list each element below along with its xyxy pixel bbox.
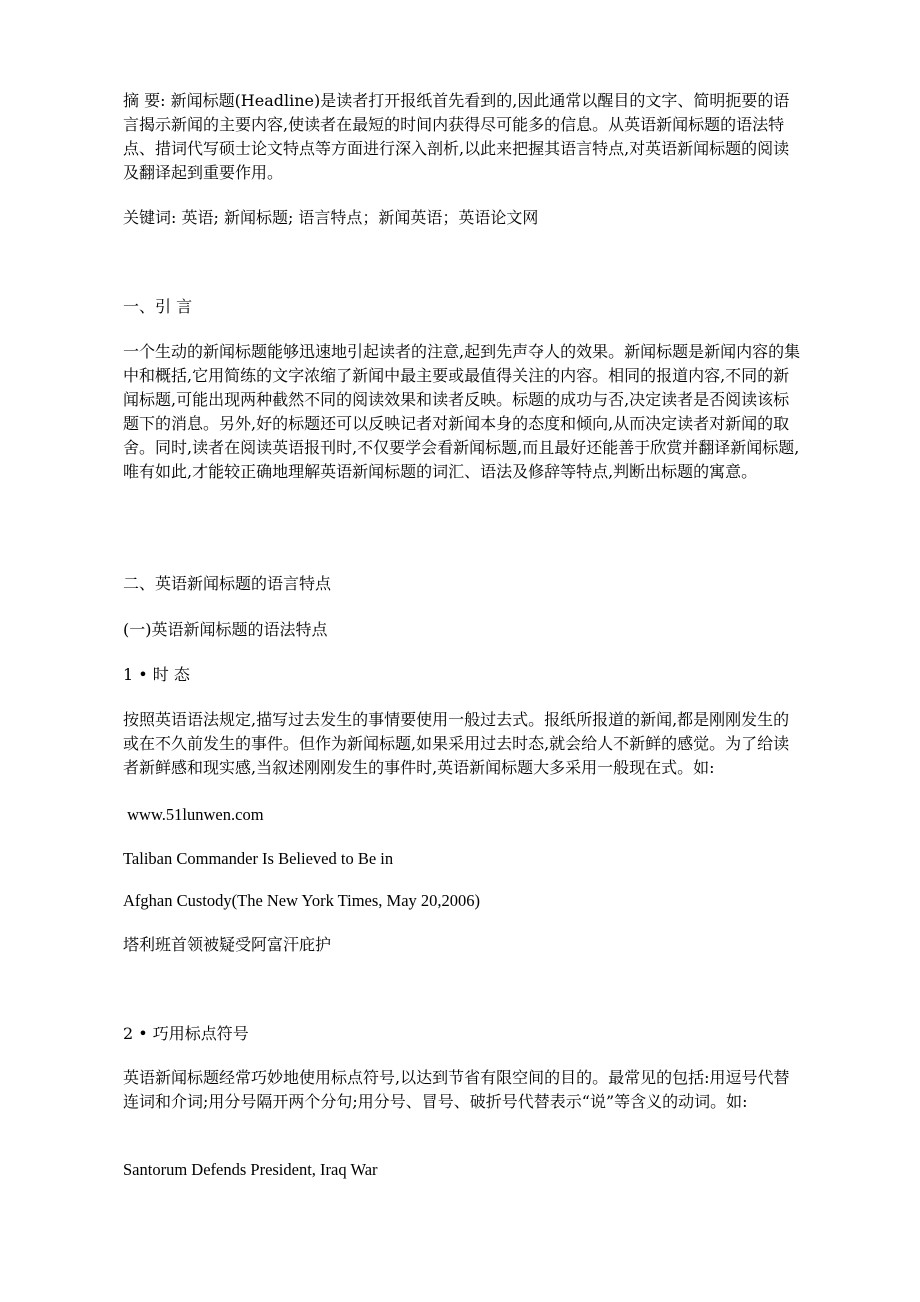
example-headline-line-2: Afghan Custody(The New York Times, May 20,2006) [123,891,481,910]
website-link-text: www.51lunwen.com [123,805,264,824]
section-1-heading: 一、引 言 [123,297,193,316]
section-1-paragraph: 一个生动的新闻标题能够迅速地引起读者的注意,起到先声夺人的效果。新闻标题是新闻内容的集中和概括,它用简练的文字浓缩了新闻中最主要或最值得关注的内容。相同的报道内容,不同的新闻标题,可能出现两种截然不同的阅读效果和读者反映。标题的成功与否,决定读者是否阅读该标题下的消息。另外,好的标题还可以反映记者对新闻本身的态度和倾向,从而决定读者对新闻的取舍。同时,读者在阅读英语报刊时,不仅要学会看新闻标题,而且最好还能善于欣赏并翻译新闻标题,唯有如此,才能较正确地理解英语新闻标题的词汇、语法及修辞等特点,判断出标题的寓意。 [123,342,801,481]
item-1-paragraph: 按照英语语法规定,描写过去发生的事情要使用一般过去式。报纸所报道的新闻,都是刚刚发生的或在不久前发生的事件。但作为新闻标题,如果采用过去时态,就会给人不新鲜的感觉。为了给读者新鲜感和现实感,当叙述刚刚发生的事件时,英语新闻标题大多采用一般现在式。如: [123,710,790,777]
keywords-line: 关键词: 英语; 新闻标题; 语言特点；新闻英语；英语论文网 [123,208,539,227]
abstract-paragraph: 摘 要: 新闻标题(Headline)是读者打开报纸首先看到的,因此通常以醒目的文字、简明扼要的语言揭示新闻的主要内容,使读者在最短的时间内获得尽可能多的信息。从英语新闻标题的语法特点、措词代写硕士论文特点等方面进行深入剖析,以此来把握其语言特点,对英语新闻标题的阅读及翻译起到重要作用。 [123,91,790,182]
item-2-paragraph: 英语新闻标题经常巧妙地使用标点符号,以达到节省有限空间的目的。最常见的包括:用逗号代替连词和介词;用分号隔开两个分句;用分号、冒号、破折号代替表示“说”等含义的动词。如: [123,1068,790,1111]
item-2-heading: 2 • 巧用标点符号 [123,1024,249,1043]
example-translation: 塔利班首领被疑受阿富汗庇护 [123,935,332,954]
example-headline-2: Santorum Defends President, Iraq War [123,1160,378,1179]
example-headline-line-1: Taliban Commander Is Believed to Be in [123,849,394,868]
item-1-heading: 1 • 时 态 [123,665,190,684]
section-2-heading: 二、英语新闻标题的语言特点 [123,574,332,593]
section-2-subheading: (一)英语新闻标题的语法特点 [123,620,328,639]
